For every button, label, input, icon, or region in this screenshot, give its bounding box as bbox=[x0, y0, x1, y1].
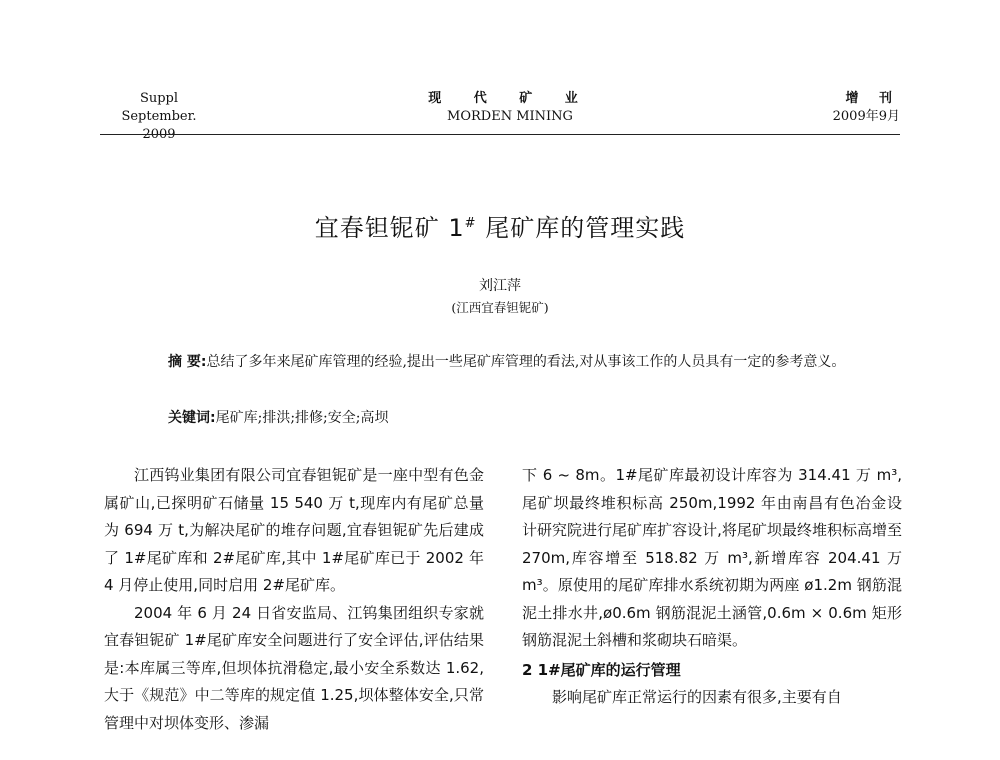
body-column-left bbox=[104, 462, 484, 737]
issue-suppl-cn: 增 刊 bbox=[845, 91, 900, 106]
body-paragraph: 影响尾矿库正常运行的因素有很多,主要有自 bbox=[552, 688, 842, 706]
journal-name bbox=[400, 90, 620, 126]
keywords bbox=[168, 404, 388, 432]
issue-date-cn: 2009年9月 bbox=[832, 109, 900, 124]
title-main: 宜春钽铌矿 1 bbox=[314, 214, 465, 242]
abstract bbox=[138, 348, 890, 376]
body-paragraph: 下 6 ~ 8m。1#尾矿库最初设计库容为 314.41 万 m³,尾矿坝最终堆积标高 250m,1992 年由南昌有色冶金设计研究院进行尾矿库扩容设计,将尾矿坝最终堆积标高增至 270m,库容增至 518.82 万 m³,新增库容 204.41 万 m³。原使用的尾矿库排水系统初期为两座 ø1.2m 钢筋混泥土排水井,ø0.6m 钢筋混泥土涵管,0.6m × 0.6m 矩形钢筋混泥土斜槽和浆砌块石暗渠。 bbox=[522, 466, 902, 649]
abstract-text: 总结了多年来尾矿库管理的经验,提出一些尾矿库管理的看法,对从事该工作的人员具有一定的参考意义。 bbox=[206, 354, 846, 370]
issue-date-en: September. 2009 bbox=[121, 109, 197, 142]
issue-suppl: Suppl bbox=[139, 91, 179, 106]
keywords-text: 尾矿库;排洪;排修;安全;高坝 bbox=[215, 410, 389, 426]
body-column-right bbox=[522, 462, 902, 712]
journal-name-en: MORDEN MINING bbox=[447, 109, 573, 124]
title-sup: # bbox=[464, 216, 477, 231]
body-paragraph: 2004 年 6 月 24 日省安监局、江钨集团组织专家就宜春钽铌矿 1#尾矿库安全问题进行了安全评估,评估结果是:本库属三等库,但坝体抗滑稳定,最小安全系数达 1.62,大于《规范》中二等库的规定值 1.25,坝体整体安全,只常管理中对坝体变形、渗漏 bbox=[104, 603, 484, 732]
author-name: 刘江萍 bbox=[479, 278, 521, 294]
title-tail: 尾矿库的管理实践 bbox=[476, 214, 686, 242]
keywords-label: 关键词: bbox=[168, 410, 216, 426]
author-affiliation: (江西宜春钽铌矿) bbox=[451, 300, 549, 315]
article-title bbox=[0, 208, 1000, 243]
journal-name-cn: 现 代 矿 业 bbox=[428, 91, 592, 106]
journal-issue-info bbox=[104, 90, 214, 144]
header-divider bbox=[100, 134, 900, 135]
section-heading: 2 1#尾矿库的运行管理 bbox=[522, 660, 681, 679]
body-paragraph: 江西钨业集团有限公司宜春钽铌矿是一座中型有色金属矿山,已探明矿石储量 15 540 万 t,现库内有尾矿总量为 694 万 t,为解决尾矿的堆存问题,宜春钽铌矿先后建成了 1#尾矿库和 2#尾矿库,其中 1#尾矿库已于 2002 年 4 月停止使用,同时启用 2#尾矿库。 bbox=[104, 466, 484, 594]
abstract-label: 摘 要: bbox=[168, 354, 207, 370]
journal-issue-cn bbox=[760, 90, 900, 126]
